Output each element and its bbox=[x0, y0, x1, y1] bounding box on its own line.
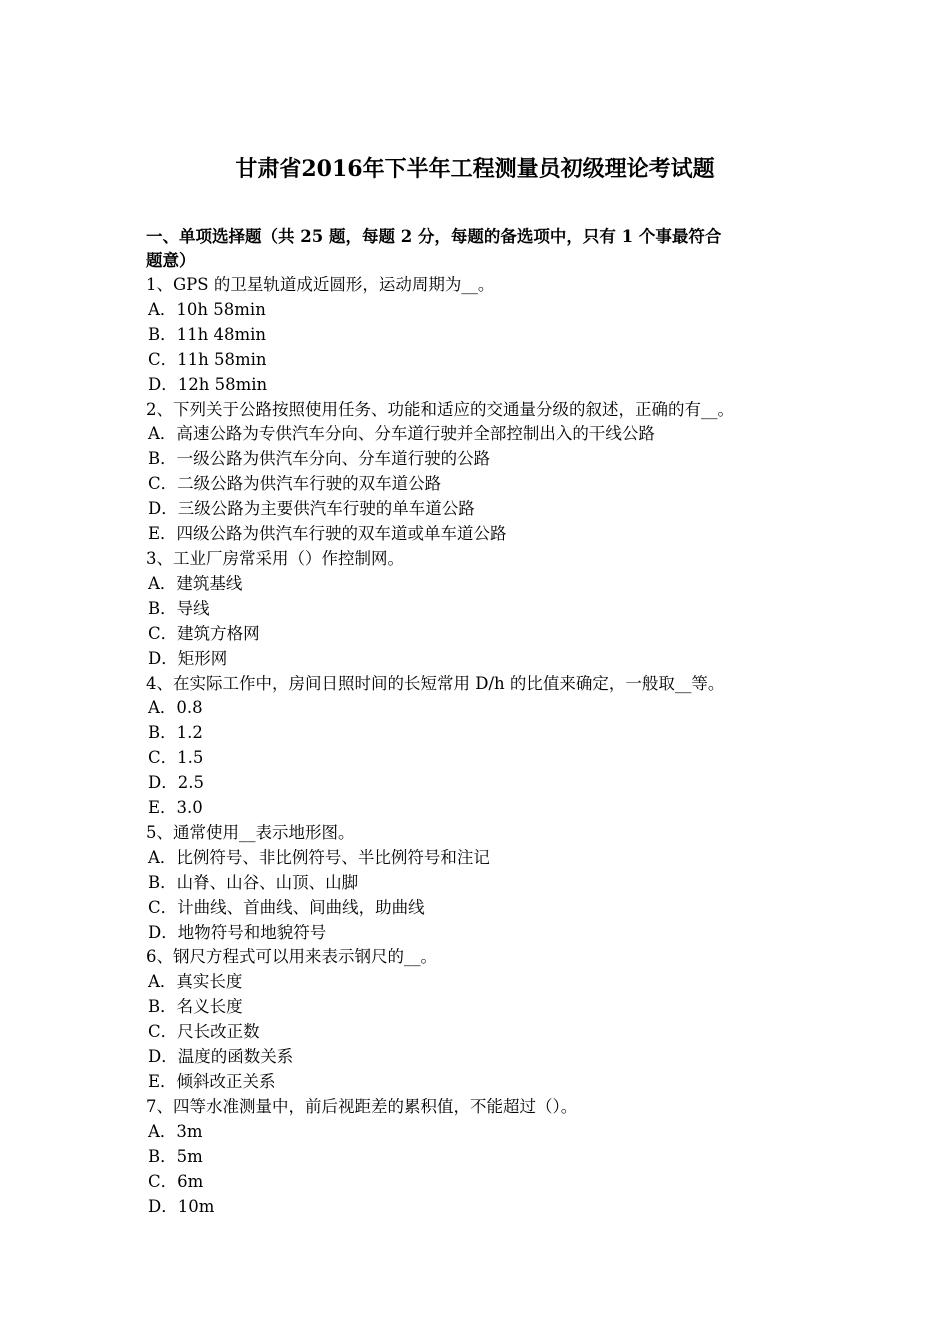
question-text: 2、下列关于公路按照使用任务、功能和适应的交通量分级的叙述，正确的有__。 bbox=[146, 399, 734, 419]
question-text: 3、工业厂房常采用（）作控制网。 bbox=[146, 548, 404, 568]
option-c: C．6m bbox=[148, 1171, 204, 1191]
option-d: D．矩形网 bbox=[148, 648, 228, 668]
option-c: C．尺长改正数 bbox=[148, 1022, 260, 1042]
option-a: A．比例符号、非比例符号、半比例符号和注记 bbox=[148, 847, 490, 867]
option-a: A．3m bbox=[148, 1121, 203, 1141]
option-a: A．建筑基线 bbox=[148, 573, 243, 593]
question-3 bbox=[146, 547, 826, 672]
option-b: B．导线 bbox=[148, 598, 210, 618]
question-text: 5、通常使用__表示地形图。 bbox=[146, 822, 355, 842]
option-c: C．二级公路为供汽车行驶的双车道公路 bbox=[148, 474, 442, 494]
option-b: B．5m bbox=[148, 1146, 203, 1166]
option-c: C．建筑方格网 bbox=[148, 623, 260, 643]
option-c: C．计曲线、首曲线、间曲线，助曲线 bbox=[148, 897, 425, 917]
option-a: A．高速公路为专供汽车分向、分车道行驶并全部控制出入的干线公路 bbox=[148, 424, 655, 444]
option-a: A．真实长度 bbox=[148, 972, 243, 992]
question-text: 7、四等水准测量中，前后视距差的累积值，不能超过（）。 bbox=[146, 1096, 578, 1116]
section-heading bbox=[146, 225, 826, 273]
option-d: D．地物符号和地貌符号 bbox=[148, 922, 327, 942]
option-e: E．3.0 bbox=[148, 798, 203, 818]
question-6 bbox=[146, 945, 826, 1094]
option-b: B．1.2 bbox=[148, 723, 203, 743]
question-text: 6、钢尺方程式可以用来表示钢尺的__。 bbox=[146, 947, 437, 967]
question-text: 1、GPS 的卫星轨道成近圆形，运动周期为__。 bbox=[146, 275, 495, 294]
option-d: D．10m bbox=[148, 1196, 215, 1216]
question-5 bbox=[146, 821, 826, 946]
document-body bbox=[146, 225, 826, 1219]
option-e: E．四级公路为供汽车行驶的双车道或单车道公路 bbox=[148, 524, 507, 544]
option-d: D．2.5 bbox=[148, 773, 204, 793]
question-1 bbox=[146, 273, 826, 398]
question-4 bbox=[146, 672, 826, 821]
option-b: B．一级公路为供汽车分向、分车道行驶的公路 bbox=[148, 449, 491, 469]
question-text: 4、在实际工作中，房间日照时间的长短常用 D/h 的比值来确定，一般取__等。 bbox=[146, 673, 725, 693]
question-7 bbox=[146, 1095, 826, 1220]
option-c: C．1.5 bbox=[148, 748, 204, 768]
option-a: A．0.8 bbox=[148, 698, 203, 718]
option-a: A．10h 58min bbox=[148, 299, 266, 319]
document-title: 甘肃省2016年下半年工程测量员初级理论考试题 bbox=[235, 156, 715, 182]
option-b: B．11h 48min bbox=[148, 324, 267, 344]
option-b: B．山脊、山谷、山顶、山脚 bbox=[148, 872, 359, 892]
option-d: D．温度的函数关系 bbox=[148, 1047, 294, 1067]
option-b: B．名义长度 bbox=[148, 997, 243, 1017]
option-c: C．11h 58min bbox=[148, 349, 267, 369]
option-d: D．三级公路为主要供汽车行驶的单车道公路 bbox=[148, 499, 475, 519]
option-d: D．12h 58min bbox=[148, 374, 268, 394]
section-heading-line-2: 题意） bbox=[146, 251, 196, 270]
question-2 bbox=[146, 398, 826, 547]
option-e: E．倾斜改正关系 bbox=[148, 1072, 276, 1091]
section-heading-line-1: 一、单项选择题（共 25 题，每题 2 分，每题的备选项中，只有 1 个事最符合 bbox=[146, 227, 722, 246]
